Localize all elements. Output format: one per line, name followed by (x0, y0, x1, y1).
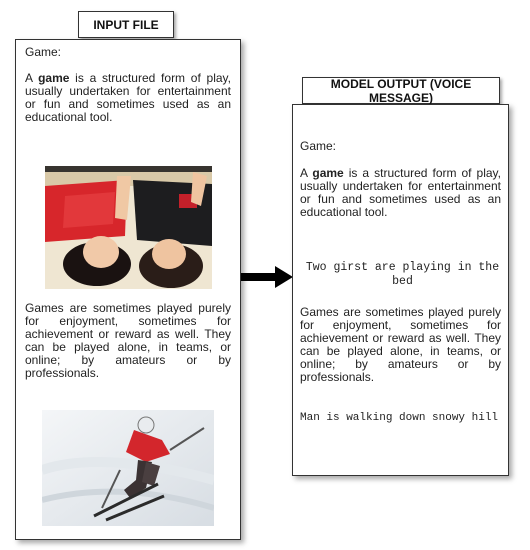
input-paragraph-2: Games are sometimes played purely for enjoyment, sometimes for achievement or reward as well. They can be played alone, in teams, or online; by amateurs or by professionals. (25, 301, 231, 380)
arrow-right-icon (241, 266, 293, 288)
input-file-label (78, 11, 174, 38)
output-intro-rest: is a structured form of play, usually undertaken for entertainment or fun and sometimes used as an educational tool. (300, 166, 501, 219)
output-caption-2: Man is walking down snowy hill (300, 412, 499, 424)
input-intro-bold: game (38, 71, 70, 85)
input-intro-rest: is a structured form of play, usually undertaken for entertainment or fun and sometimes used as an educational tool. (25, 71, 231, 124)
output-caption-1: Two girst are playing in the bed (305, 261, 500, 288)
two-girls-photo (45, 166, 212, 289)
output-heading: Game: (300, 139, 337, 153)
input-intro-pre: A (25, 71, 39, 85)
input-file-label-text: INPUT FILE (93, 17, 159, 32)
output-intro-bold: game (312, 166, 344, 180)
output-intro-pre: A (300, 166, 313, 180)
output-paragraph-2: Games are sometimes played purely for enjoyment, sometimes for achievement or reward as well. They can be played alone, in teams, or online; by amateurs or by professionals. (300, 305, 501, 384)
model-output-label (302, 77, 500, 104)
input-intro-paragraph (25, 72, 231, 124)
skier-photo (42, 410, 214, 526)
output-intro-paragraph (300, 167, 501, 219)
input-heading: Game: (25, 45, 62, 59)
model-output-label-text: MODEL OUTPUT (VOICE MESSAGE) (330, 76, 472, 105)
